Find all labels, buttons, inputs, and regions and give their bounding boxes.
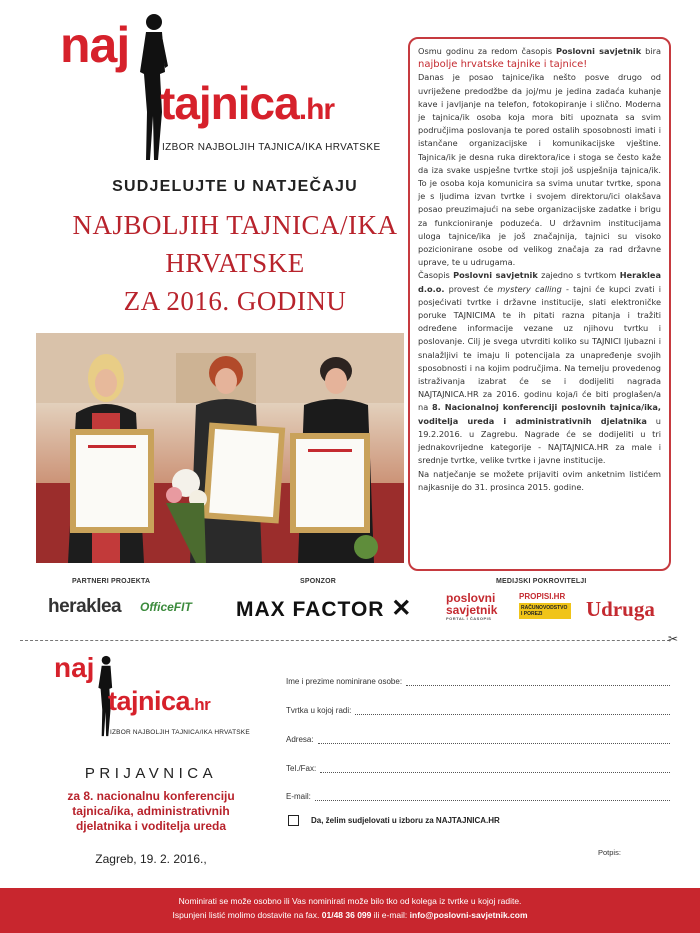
winners-photo (36, 333, 404, 563)
page-title: NAJBOLJIH TAJNICA/IKA HRVATSKE ZA 2016. GODINU (72, 210, 398, 316)
udruga-logo: Udruga (586, 597, 655, 621)
footer-banner: Nominirati se može osobno ili Vas nominirati može bilo tko od kolega iz tvrtke u kojoj radite. Ispunjeni listić molimo dostavite na fax. 01/48 36 099 ili e-mail: info@poslovni-savjetnik.com (0, 888, 700, 933)
logo-tagline: IZBOR NAJBOLJIH TAJNICA/IKA HRVATSKE (162, 142, 381, 153)
info-paragraph-3: Na natječanje se možete prijaviti ovim anketnim listićem najkasnije do 31. prosinca 2015. godine. (418, 468, 661, 492)
poslovni-savjetnik-logo: poslovni savjetnik PORTAL I ČASOPIS (446, 591, 498, 621)
cut-line (20, 640, 670, 641)
name-field[interactable]: Ime i prezime nominirane osobe: (286, 672, 670, 686)
conference-title: za 8. nacionalnu konferenciju tajnica/ika, administrativnih djelatnika i voditelja ureda (67, 789, 235, 833)
logo-naj: naj (60, 17, 130, 73)
address-field[interactable]: Adresa: (286, 730, 670, 744)
event-date: Zagreb, 19. 2. 2016., (95, 852, 207, 866)
company-field[interactable]: Tvrtka u kojoj radi: (286, 701, 670, 715)
phone-fax-field[interactable]: Tel./Fax: (286, 759, 670, 773)
scissors-icon: ✂ (668, 632, 679, 646)
photo-illustration (36, 333, 404, 563)
officefit-logo: OfficeFIT (140, 600, 192, 614)
email-field[interactable]: E-mail: (286, 787, 670, 801)
maxfactor-logo: MAX FACTOR ✕ (236, 595, 413, 622)
heraklea-logo: heraklea (48, 596, 122, 617)
checkbox-square[interactable] (288, 815, 299, 826)
info-intro: Osmu godinu za redom časopis Poslovni savjetnik bira najbolje hrvatske tajnike i tajnice! (418, 46, 662, 71)
info-paragraph-2: Časopis Poslovni savjetnik zajedno s tvrtkom Heraklea d.o.o. provest će mystery calling - tajni će kupci zvati i posjećivati tvrtke i državne institucije, slati elektroničke poruke TAJNICIMA te ih pitati razna pitanja i tražiti određene informacije vezane uz njihovu tvrtku i poslovanje. Cilj je svega utvrditi koliko su TAJNICI ljubazni i snalažljivi te imaju li potencijala za unapređenje svojih sposobnosti i na kojim područjima. Na temelju provedenog istraživanja izabrat će se i dodijeliti nagrada NAJTAJNICA.HR za 2016. godinu koja/i će biti proglašen/a na 8. Nacionalnoj konferenciji poslovnih tajnica/ika, voditelja ureda i administrativnih djelatnika u 19.2.2016. u Zagrebu. Nagrade će se dodijeliti u tri jednakovrijedne kategorije - NAJTAJNICA.HR za male i srednje tvrtke, velike tvrtke i javne institucije. (418, 270, 662, 466)
label-sponzor: SPONZOR (300, 578, 337, 585)
participate-checkbox[interactable]: Da, želim sudjelovati u izboru za NAJTAJNICA.HR (288, 815, 500, 826)
signature-label: Potpis: (598, 848, 621, 857)
najtajnica-logo (40, 10, 400, 170)
subtitle: SUDJELUJTE U NATJEČAJU (112, 178, 358, 195)
footer-email: info@poslovni-savjetnik.com (409, 910, 528, 920)
najtajnica-logo-small: naj tajnica.hr IZBOR NAJBOLJIH TAJNICA/IKA HRVATSKE (52, 650, 272, 746)
form-title: PRIJAVNICA (84, 765, 218, 782)
propisi-logo: PROPISI.HR RAČUNOVODSTVO I POREZI (519, 592, 571, 624)
info-paragraph-1: Danas je posao tajnice/ika nešto posve drugo od uvriježene predodžbe da joj/mu je jedina zadaća kuhanje kave i javljanje na telefon, fotokopiranje i slično. Moderna je tajnica/ik osoba koja mora biti upoznata sa svim područjima poslovanja te pored ostalih sposobnosti imati i istančane organizacijske i komunikacijske vještine. Tajnica/ik je desna ruka direktora/ice i stoga se često kaže da iza svake uspješne tvrtke stoji još uspješnija tajnica/ik. To je osoba koja komunicira sa svima unutar tvrtke, spona je s ljudima izvan tvrtke i svojem direktoru/ici olakšava posao preuzimajući na sebe organizacijske zadatke i brigu za funkcioniranje poduzeća. U državnim institucijama uloga tajnice/ika je još značajnija, tajnici su visoko pozicionirane osobe od velikog značaja za rad državne uprave, te u udrugama. (418, 72, 661, 268)
label-partneri: PARTNERI PROJEKTA (72, 578, 151, 585)
maxfactor-x-icon: ✕ (391, 595, 413, 622)
info-text-box (408, 37, 671, 571)
label-medijski: MEDIJSKI POKROVITELJI (496, 578, 587, 585)
logo-tajnica: tajnica.hr (160, 77, 335, 129)
